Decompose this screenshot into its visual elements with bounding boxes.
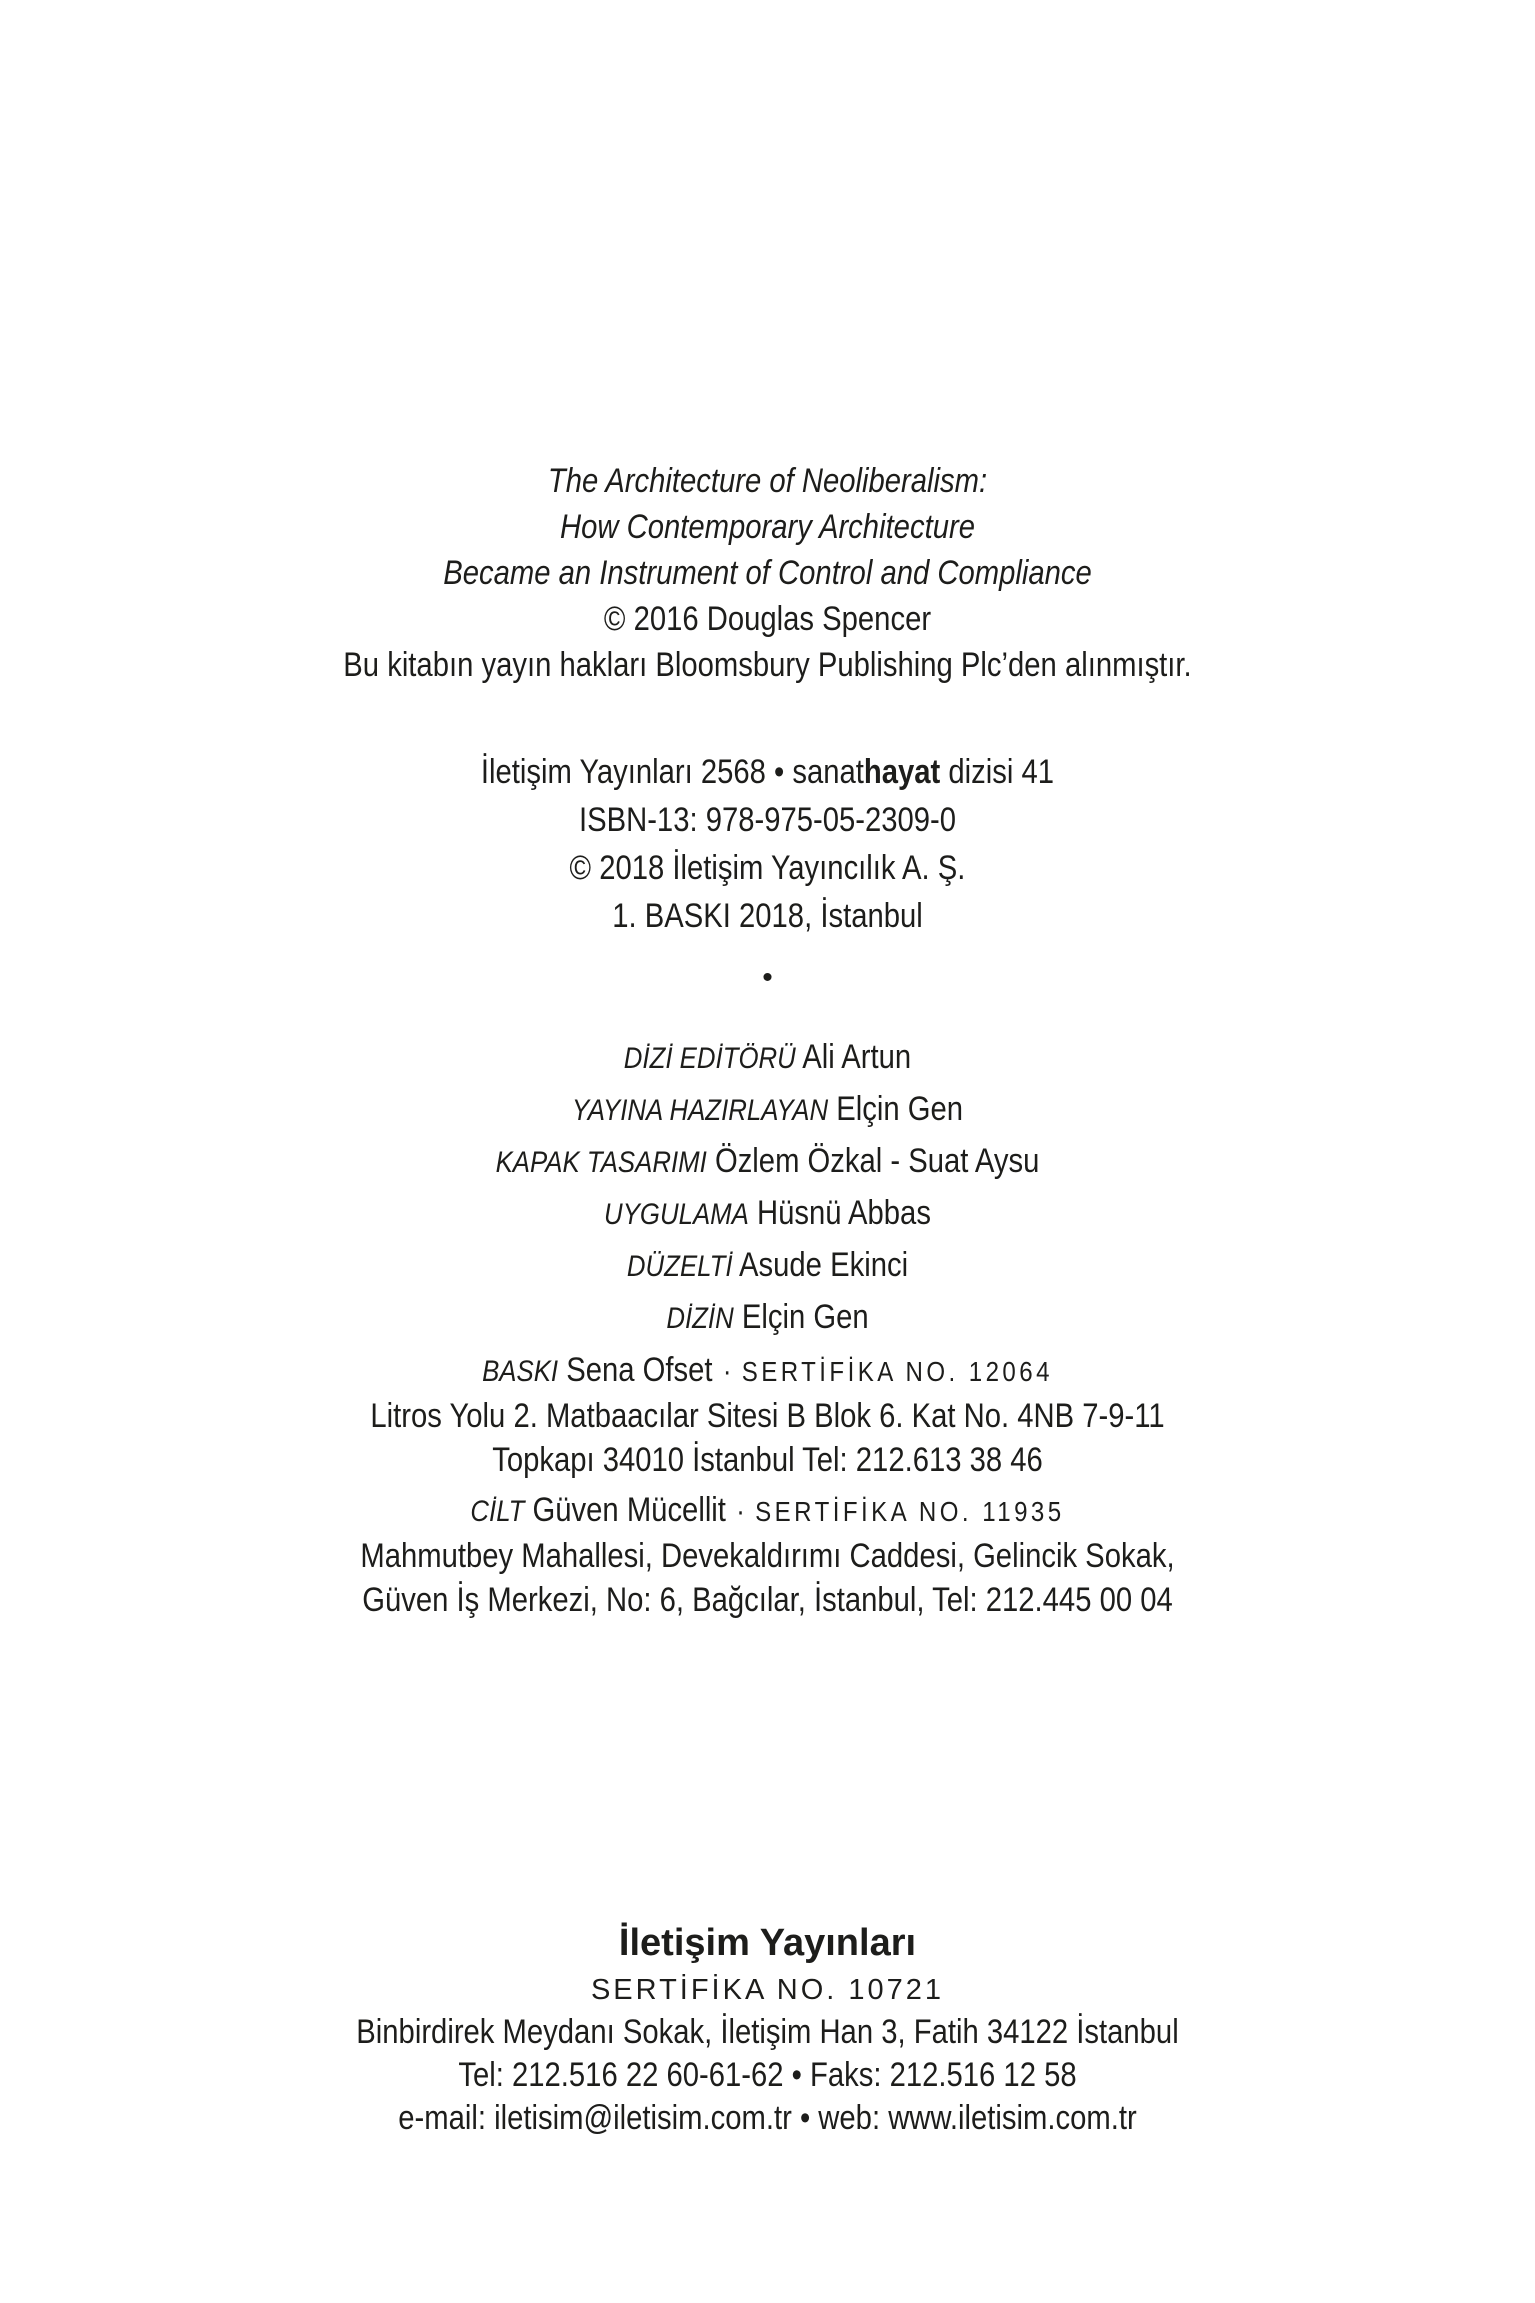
binding-address-line-2: Güven İş Merkezi, No: 6, Bağcılar, İstanbul, Tel: 212.445 00 04 [362, 1581, 1173, 1619]
series-line [107, 748, 1427, 796]
credit-prepared-by [107, 1084, 1427, 1136]
series-name-bold: hayat [863, 753, 941, 791]
credit-layout [107, 1188, 1427, 1240]
print-block [0, 1348, 1535, 1482]
original-title-line-2: How Contemporary Architecture [560, 508, 975, 546]
credit-name: Özlem Özkal - Suat Aysu [714, 1142, 1040, 1180]
original-title-line-3: Became an Instrument of Control and Compliance [443, 554, 1092, 592]
publisher-address: Binbirdirek Meydanı Sokak, İletişim Han 3, Fatih 34122 İstanbul [356, 2013, 1179, 2051]
credit-index [107, 1292, 1427, 1344]
credit-label: DİZİ EDİTÖRÜ [623, 1042, 796, 1075]
print-certificate: SERTİFİKA NO. 12064 [741, 1356, 1053, 1387]
credit-label: DİZİN [666, 1302, 734, 1335]
credit-name: Ali Artun [802, 1038, 912, 1076]
credit-cover-design [107, 1136, 1427, 1188]
binding-label: CİLT [470, 1495, 525, 1528]
isbn-line: ISBN-13: 978-975-05-2309-0 [578, 801, 957, 839]
credit-label: UYGULAMA [604, 1198, 749, 1231]
series-suffix: dizisi 41 [948, 753, 1055, 791]
binding-line [107, 1488, 1427, 1534]
print-address-line-2: Topkapı 34010 İstanbul Tel: 212.613 38 46 [492, 1441, 1043, 1479]
rights-note: Bu kitabın yayın hakları Bloomsbury Publishing Plc’den alınmıştır. [343, 646, 1192, 684]
credit-label: DÜZELTİ [626, 1250, 733, 1283]
dot-separator-icon: · [736, 1495, 745, 1528]
publisher-contact-line: e-mail: iletisim@iletisim.com.tr • web: www.iletisim.com.tr [398, 2099, 1137, 2137]
print-label: BASKI [482, 1355, 559, 1388]
binding-certificate: SERTİFİKA NO. 11935 [755, 1496, 1065, 1527]
publisher-name: İletişim Yayınları [618, 1922, 917, 1964]
credit-label: YAYINA HAZIRLAYAN [571, 1094, 829, 1127]
binding-name: Güven Mücellit [532, 1491, 726, 1529]
series-prefix: İletişim Yayınları 2568 • sanat [480, 753, 864, 791]
credit-name: Asude Ekinci [739, 1246, 909, 1284]
publisher-block [0, 1917, 1535, 2140]
publisher-phone-line: Tel: 212.516 22 60-61-62 • Faks: 212.516 12 58 [458, 2056, 1077, 2094]
original-title-line-1: The Architecture of Neoliberalism: [547, 462, 988, 500]
print-line [107, 1348, 1427, 1394]
print-address-line-1: Litros Yolu 2. Matbaacılar Sitesi B Blok 6. Kat No. 4NB 7-9-11 [370, 1397, 1165, 1435]
rights-block [0, 458, 1535, 688]
binding-block [0, 1488, 1535, 1622]
publisher-certificate: SERTİFİKA NO. 10721 [590, 1974, 945, 2006]
credit-proofreading [107, 1240, 1427, 1292]
credit-name: Elçin Gen [741, 1298, 869, 1336]
edition-block [0, 748, 1535, 940]
original-copyright: © 2016 Douglas Spencer [603, 600, 932, 638]
credit-name: Hüsnü Abbas [756, 1194, 931, 1232]
credit-label: KAPAK TASARIMI [495, 1146, 707, 1179]
publisher-copyright: © 2018 İletişim Yayıncılık A. Ş. [569, 849, 966, 887]
print-name: Sena Ofset [566, 1351, 713, 1389]
credit-series-editor [107, 1032, 1427, 1084]
edition-line: 1. BASKI 2018, İstanbul [612, 897, 923, 935]
credit-name: Elçin Gen [836, 1090, 964, 1128]
dot-separator-icon: · [722, 1355, 732, 1388]
binding-address-line-1: Mahmutbey Mahallesi, Devekaldırımı Caddesi, Gelincik Sokak, [360, 1537, 1175, 1575]
credits-block [0, 1032, 1535, 1344]
bullet-separator-icon: • [762, 961, 773, 994]
